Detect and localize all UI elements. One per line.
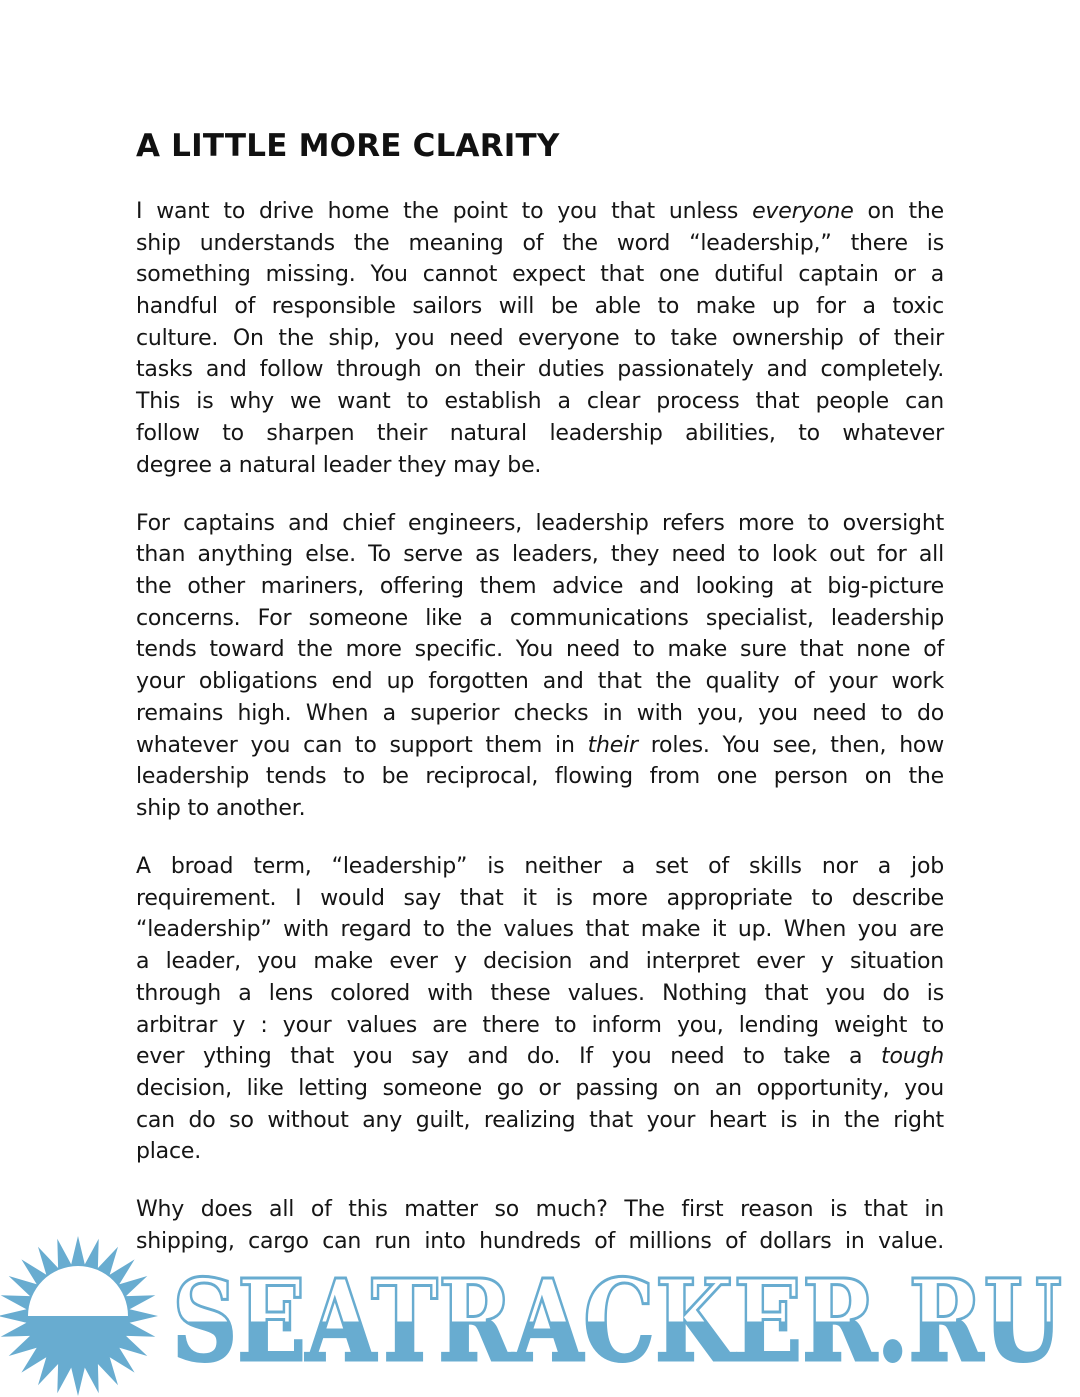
text-line (136, 291, 944, 323)
text-segment: ever ything that you say and do. If you need to take a (136, 1044, 882, 1070)
text-line (136, 323, 944, 355)
text-line (136, 761, 944, 793)
text-segment: decision, like letting someone go or passing on an opportunity, you (136, 1075, 944, 1101)
paragraph (136, 196, 944, 481)
text-segment: than anything else. To serve as leaders, they need to look out for all (136, 542, 944, 568)
text-segment: the other mariners, offering them advice and looking at big-picture (136, 574, 944, 600)
text-line (136, 1194, 944, 1226)
text-segment: This is why we want to establish a clear process that people can (136, 389, 944, 415)
watermark-text: SEATRACKER.RU (172, 1256, 1062, 1387)
text-line (136, 793, 944, 825)
text-segment: leadership tends to be reciprocal, flowing from one person on the (136, 764, 944, 790)
text-segment: A broad term, “leadership” is neither a set of skills nor a job (136, 854, 944, 880)
text-segment: your obligations end up forgotten and that the quality of your work (136, 669, 944, 695)
text-line (136, 1105, 944, 1137)
text-segment: ship to another. (136, 795, 306, 821)
text-segment: requirement. I would say that it is more appropriate to describe (136, 885, 944, 911)
text-segment: a leader, you make ever y decision and interpret ever y situation (136, 949, 944, 975)
text-line (136, 196, 944, 228)
emphasis-text: tough (881, 1044, 944, 1070)
text-segment: For captains and chief engineers, leadership refers more to oversight (136, 510, 944, 536)
text-line (136, 259, 944, 291)
text-segment: place. (136, 1139, 201, 1165)
text-segment: on the (853, 199, 944, 224)
paragraph (136, 851, 944, 1168)
text-segment: shipping, cargo can run into hundreds of millions of dollars in value. (136, 1229, 944, 1255)
body-text (136, 196, 944, 1284)
text-line (136, 571, 944, 603)
text-line (136, 851, 944, 883)
text-segment: ship understands the meaning of the word “leadership,” there is (136, 230, 944, 256)
text-line (136, 634, 944, 666)
text-line (136, 914, 944, 946)
text-segment: arbitrar y : your values are there to inform you, lending weight to (136, 1012, 944, 1038)
paragraph (136, 508, 944, 825)
text-line (136, 1010, 944, 1042)
text-line (136, 418, 944, 450)
text-segment: handful of responsible sailors will be able to make up for a toxic (136, 294, 944, 320)
text-segment: culture. On the ship, you need everyone to take ownership of their (136, 325, 944, 351)
text-segment: follow to sharpen their natural leadership abilities, to whatever (136, 420, 944, 446)
emphasis-text: everyone (752, 199, 854, 224)
text-line (136, 698, 944, 730)
text-segment: remains high. When a superior checks in with you, you need to do (136, 700, 944, 726)
section-heading: A LITTLE MORE CLARITY (136, 128, 560, 164)
text-segment: something missing. You cannot expect that one dutiful captain or a (136, 262, 944, 288)
text-segment: can do so without any guilt, realizing that your heart is in the right (136, 1107, 944, 1133)
text-line (136, 1073, 944, 1105)
text-line (136, 978, 944, 1010)
text-line (136, 883, 944, 915)
text-segment: through a lens colored with these values. Nothing that you do is (136, 980, 944, 1006)
sun-logo-icon (0, 1236, 158, 1396)
text-line (136, 354, 944, 386)
text-segment: “leadership” with regard to the values that make it up. When you are (136, 917, 944, 943)
text-segment: roles. You see, then, how (637, 732, 944, 758)
text-line (136, 508, 944, 540)
text-line (136, 946, 944, 978)
text-line (136, 450, 944, 482)
text-line (136, 539, 944, 571)
text-segment: concerns. For someone like a communications specialist, leadership (136, 605, 944, 631)
text-segment: degree a natural leader they may be. (136, 452, 542, 478)
text-segment: tends toward the more specific. You need to make sure that none of (136, 637, 944, 663)
text-line (136, 666, 944, 698)
seatracker-watermark (0, 1236, 1080, 1397)
text-line (136, 730, 944, 762)
text-line (136, 1136, 944, 1168)
text-segment: whatever you can to support them in (136, 732, 588, 758)
emphasis-text: their (587, 732, 638, 758)
text-segment: I want to drive home the point to you that unless (136, 199, 753, 224)
text-line (136, 1041, 944, 1073)
text-segment: tasks and follow through on their duties passionately and completely. (136, 357, 944, 383)
text-segment: Why does all of this matter so much? The first reason is that in (136, 1197, 944, 1223)
text-line (136, 386, 944, 418)
text-line (136, 228, 944, 260)
text-line (136, 603, 944, 635)
